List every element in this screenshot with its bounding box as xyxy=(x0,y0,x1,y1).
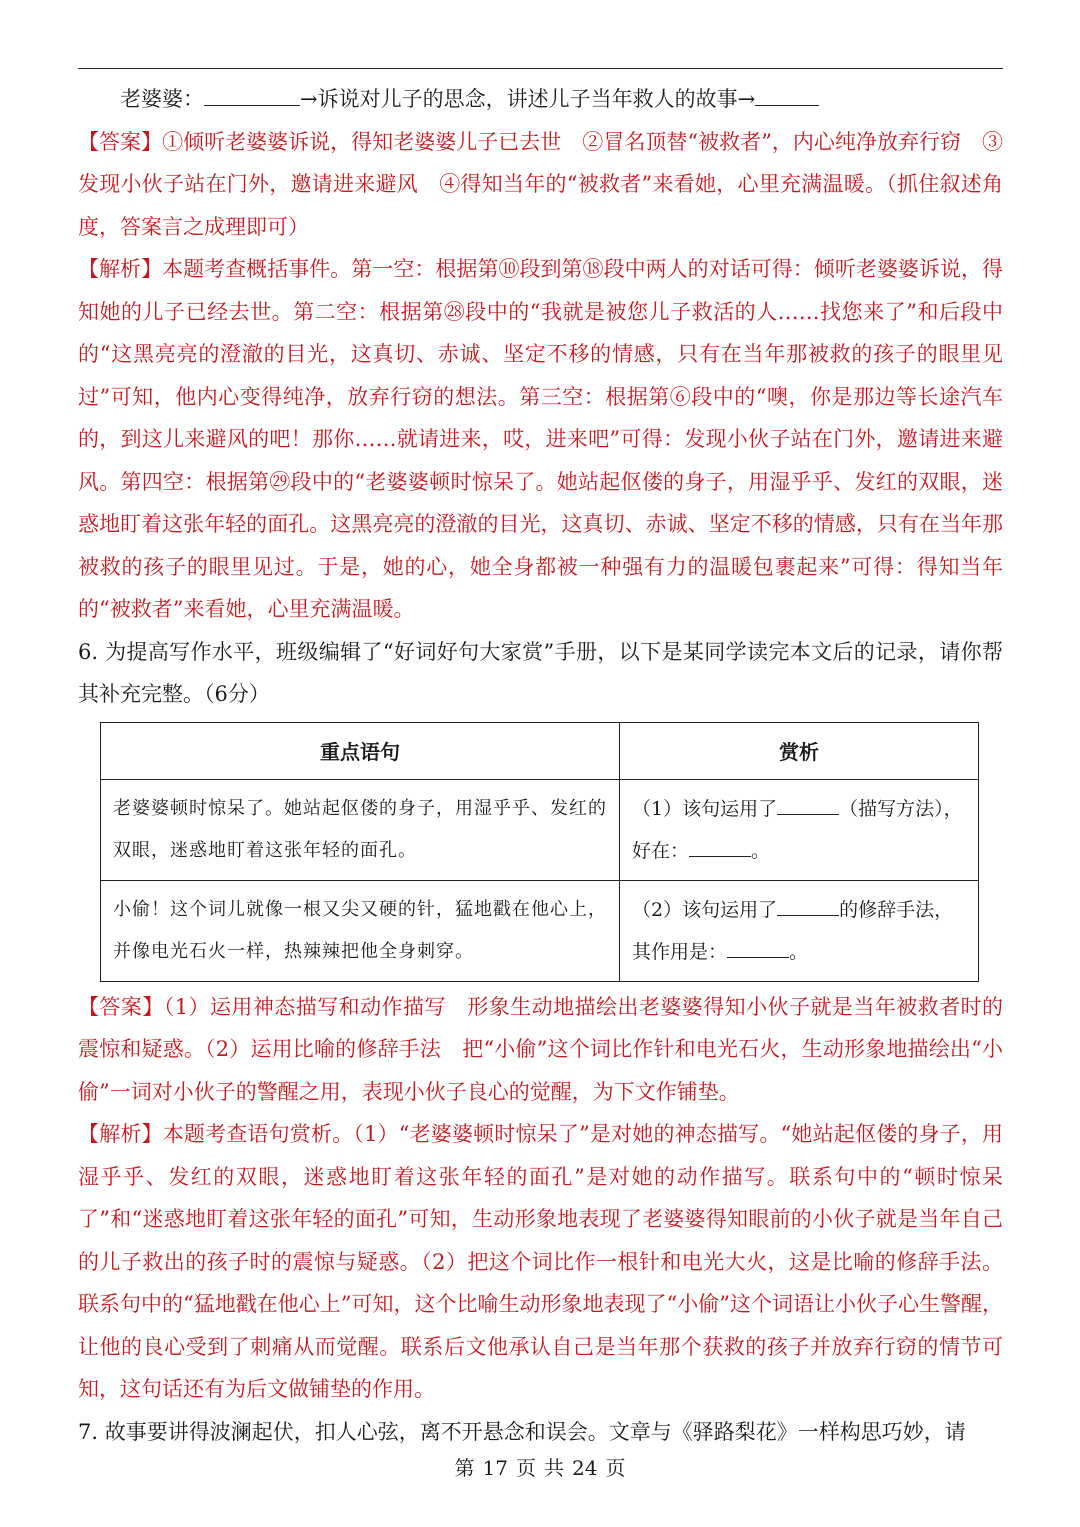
q5-analysis-tag: 【解析】 xyxy=(78,257,163,281)
summary-middle: 诉说对儿子的思念，讲述儿子当年救人的故事 xyxy=(317,87,738,111)
row2-part-a: （2）该句运用了 xyxy=(632,898,778,921)
footer-gong: 共 xyxy=(544,1456,564,1480)
q6-answer-text: （1）运用神态描写和动作描写 形象生动地描绘出老婆婆得知小伙子就是当年被救者时的震惊和疑惑。（2）运用比喻的修辞手法 把“小偷”这个词比作针和电光石火，生动形象地描绘出“小偷”一词对小伙子的警醒之用，表现小伙子良心的觉醒，为下文作铺垫。 xyxy=(78,994,1003,1104)
q5-answer-text: ①倾听老婆婆诉说，得知老婆婆儿子已去世 ②冒名顶替“被救者”，内心纯净放弃行窃 ③发现小伙子站在门外，邀请进来避风 ④得知当年的“被救者”来看她，心里充满温暖。（抓住叙述角度，答案言之成理即可） xyxy=(78,129,1004,239)
table-header-row xyxy=(101,722,979,779)
q7-question: 7. 故事要讲得波澜起伏，扣人心弦，离不开悬念和误会。文章与《驿路梨花》一样构思巧妙，请 xyxy=(78,1419,966,1444)
summary-line xyxy=(78,78,1003,121)
table-header-analysis: 赏析 xyxy=(620,722,979,779)
row1-part-b: （描写方法），好在： xyxy=(632,797,963,862)
q5-answer xyxy=(78,121,1003,249)
footer-ye: 页 xyxy=(516,1456,536,1480)
arrow-icon-2: → xyxy=(737,87,756,111)
arrow-icon-1: → xyxy=(300,87,318,111)
row1-blank-merit xyxy=(689,832,751,857)
row1-part-a: （1）该句运用了 xyxy=(632,797,778,820)
summary-prefix: 老婆婆： xyxy=(120,87,204,111)
q6-answer-tag: 【答案】 xyxy=(78,994,164,1019)
footer-total-pages: 24 xyxy=(572,1456,598,1480)
row2-blank-effect xyxy=(727,933,789,958)
q6-analysis-text: 本题考查语句赏析。（1）“老婆婆顿时惊呆了”是对她的神态描写。“她站起伛偻的身子，用湿乎乎、发红的双眼，迷惑地盯着这张年轻的面孔”是对她的动作描写。联系句中的“顿时惊呆了”和“迷惑地盯着这张年轻的面孔”可知，生动形象地表现了老婆婆得知眼前的小伙子就是当年自己的儿子救出的孩子时的震惊与疑惑。（2）把这个词比作一根针和电光大火，这是比喻的修辞手法。联系句中的“猛地戳在他心上”可知，这个比喻生动形象地表现了“小偷”这个词语让小伙子心生警醒，让他的良心受到了刺痛从而觉醒。联系后文他承认自己是当年那个获救的孩子并放弃行窃的情节可知，这句话还有为后文做铺垫的作用。 xyxy=(78,1122,1004,1401)
q6-question: 6. 为提高写作水平，班级编辑了“好词好句大家赏”手册，以下是某同学读完本文后的记录，请你帮其补充完整。（6分） xyxy=(78,639,1003,706)
table-header-sentence: 重点语句 xyxy=(101,722,620,779)
q5-analysis xyxy=(78,248,1003,631)
page-footer xyxy=(0,1452,1080,1481)
footer-ye-2: 页 xyxy=(605,1456,626,1480)
row2-part-c: 。 xyxy=(789,940,809,963)
appreciation-table xyxy=(100,722,979,982)
footer-page-number: 17 xyxy=(482,1456,508,1480)
header-rule xyxy=(78,68,1003,69)
summary-blank-1 xyxy=(204,81,300,106)
table-row xyxy=(101,880,979,981)
q5-answer-tag: 【答案】 xyxy=(78,129,163,154)
document-body xyxy=(78,78,1003,1453)
summary-blank-2 xyxy=(755,81,819,106)
table-cell-sentence-2: 小偷！这个词儿就像一根又尖又硬的针，猛地戳在他心上，并像电光石火一样，热辣辣把他全身刺穿。 xyxy=(101,880,620,981)
q6-analysis xyxy=(78,1113,1003,1411)
q6-answer xyxy=(78,986,1003,1114)
footer-di: 第 xyxy=(454,1456,475,1480)
row1-blank-method xyxy=(777,790,839,815)
row2-part-b: 的修辞手法，其作用是： xyxy=(632,898,954,963)
row2-blank-rhetoric xyxy=(777,891,839,916)
q5-analysis-text: 本题考查概括事件。第一空：根据第⑩段到第⑱段中两人的对话可得：倾听老婆婆诉说，得知她的儿子已经去世。第二空：根据第㉘段中的“我就是被您儿子救活的人……找您来了”和后段中的“这黑亮亮的澄澈的目光，这真切、赤诚、坚定不移的情感，只有在当年那被救的孩子的眼里见过”可知，他内心变得纯净，放弃行窃的想法。第三空：根据第⑥段中的“噢，你是那边等长途汽车的，到这儿来避风的吧！那你……就请进来，哎，进来吧”可得：发现小伙子站在门外，邀请进来避风。第四空：根据第㉙段中的“老婆婆顿时惊呆了。她站起伛偻的身子，用湿乎乎、发红的双眼，迷惑地盯着这张年轻的面孔。这黑亮亮的澄澈的目光，这真切、赤诚、坚定不移的情感，只有在当年那被救的孩子的眼里见过。于是，她的心，她全身都被一种强有力的温暖包裹起来”可得：得知当年的“被救者”来看她，心里充满温暖。 xyxy=(78,257,1003,621)
row1-part-c: 。 xyxy=(751,839,771,862)
q6-analysis-tag: 【解析】 xyxy=(78,1122,163,1146)
table-cell-sentence-1: 老婆婆顿时惊呆了。她站起伛偻的身子，用湿乎乎、发红的双眼，迷惑地盯着这张年轻的面孔。 xyxy=(101,779,620,880)
table-cell-analysis-1 xyxy=(620,779,979,880)
table-cell-analysis-2 xyxy=(620,880,979,981)
table-row xyxy=(101,779,979,880)
